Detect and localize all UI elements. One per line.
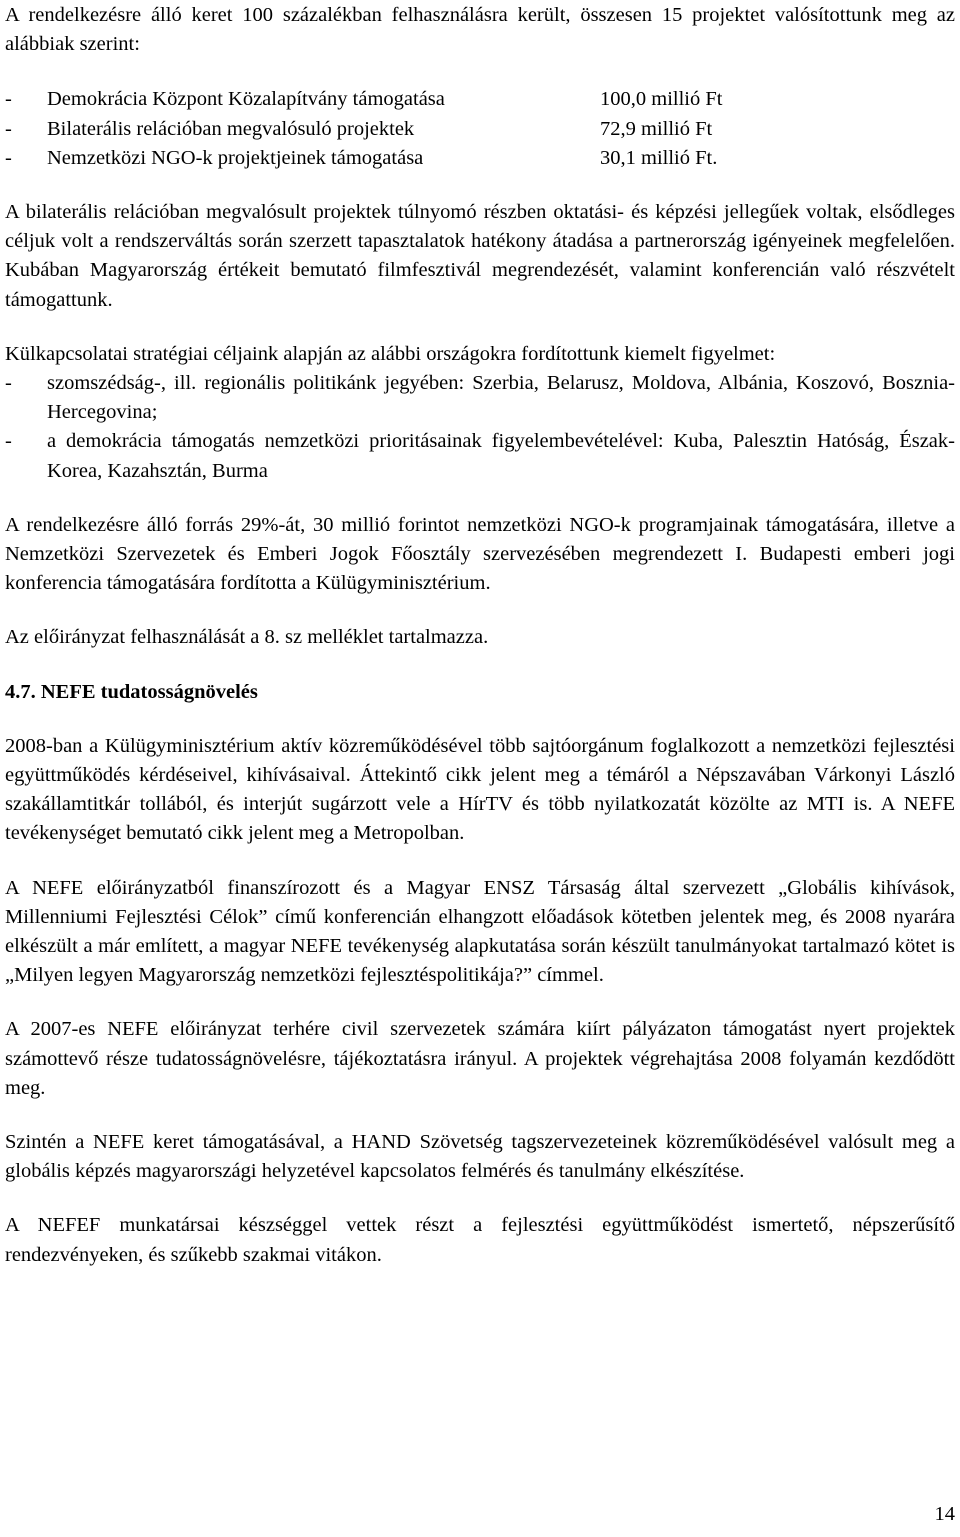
- priorities-list: [5, 369, 955, 486]
- funding-item: [5, 144, 955, 173]
- list-dash: -: [5, 88, 12, 111]
- list-dash: -: [5, 146, 12, 169]
- document-page: [5, 1, 955, 1270]
- funding-item-name: Demokrácia Központ Közalapítvány támogatása: [47, 88, 445, 111]
- list-dash: -: [5, 430, 12, 453]
- conference-paragraph: A NEFE előirányzatból finanszírozott és a Magyar ENSZ Társaság által szervezett „Globális kihívások, Millenniumi Fejlesztési Célok” című konferencián elhangzott előadások kötetben jelentek meg, és 2008 nyarára elkészült a már említett, a magyar NEFE tevékenység alapkutatása során készült tanulmányokat tartalmazó kötet is „Milyen legyen Magyarország nemzetközi fejlesztéspolitikája?” címmel.: [5, 876, 955, 987]
- bilateral-paragraph: A bilaterális relációban megvalósult projektek túlnyomó részben oktatási- és képzési jellegűek voltak, elsődleges céljuk volt a rendszerváltás során szerzett tapasztalatok hatékony átadása a partnerország igényeinek megfelelően. Kubában Magyarország értékeit bemutató filmfesztivál megrendezését, valamint konferencián való részvételt támogattunk.: [5, 200, 955, 311]
- list-dash: -: [5, 117, 12, 140]
- annex-paragraph: Az előirányzat felhasználását a 8. sz melléklet tartalmazza.: [5, 626, 489, 649]
- section-heading: 4.7. NEFE tudatosságnövelés: [5, 680, 258, 703]
- hand-paragraph: Szintén a NEFE keret támogatásával, a HAND Szövetség tagszervezeteinek közreműködésével valósult meg a globális képzés magyarországi helyzetével kapcsolatos felmérés és tanulmány elkészítése.: [5, 1131, 955, 1183]
- intro-paragraph: A rendelkezésre álló keret 100 százalékban felhasználásra került, összesen 15 projektet valósítottunk meg az alábbiak szerint:: [5, 4, 955, 56]
- funding-item-amount: 72,9 millió Ft: [600, 117, 713, 140]
- grant-paragraph: A 2007-es NEFE előirányzat terhére civil szervezetek számára kiírt pályázaton támogatást nyert projektek számottevő része tudatosságnövelésre, tájékoztatásra irányul. A projektek végrehajtása 2008 folyamán kezdődött meg.: [5, 1018, 955, 1099]
- media-paragraph: 2008-ban a Külügyminisztérium aktív közreműködésével több sajtóorgánum foglalkozott a nemzetközi fejlesztési együttműködés kérdéseivel, kihívásaival. Áttekintő cikk jelent meg a témáról a Népszavában Várkonyi László szakállamtitkár tollából, és interjút sugárzott vele a HírTV és több nyilatkozatát közölte az MTI is. A NEFE tevékenységet bemutató cikk jelent meg a Metropolban.: [5, 734, 955, 845]
- ngo-paragraph: A rendelkezésre álló forrás 29%-át, 30 millió forintot nemzetközi NGO-k programjainak támogatására, illetve a Nemzetközi Szervezetek és Emberi Jogok Főosztály szervezésében megrendezett I. Budapesti emberi jogi konferencia támogatására fordította a Külügyminisztérium.: [5, 513, 955, 595]
- priority-item-text: a demokrácia támogatás nemzetközi prioritásainak figyelembevételével: Kuba, Palesztin Hatóság, Észak-Korea, Kazahsztán, Burma: [47, 430, 955, 482]
- funding-item: [5, 115, 955, 144]
- page-number: 14: [934, 1503, 955, 1525]
- funding-list: [5, 85, 955, 173]
- funding-item-amount: 100,0 millió Ft: [600, 88, 723, 111]
- funding-item-name: Nemzetközi NGO-k projektjeinek támogatása: [47, 146, 424, 169]
- funding-item-name: Bilaterális relációban megvalósuló projektek: [47, 117, 415, 140]
- priority-item: [5, 369, 955, 427]
- funding-item: [5, 85, 955, 114]
- list-dash: -: [5, 371, 12, 394]
- priority-item-text: szomszédság-, ill. regionális politikánk jegyében: Szerbia, Belarusz, Moldova, Albánia, Koszovó, Bosznia-Hercegovina;: [47, 371, 955, 424]
- priorities-intro: Külkapcsolatai stratégiai céljaink alapján az alábbi országokra fordítottunk kiemelt figyelmet:: [5, 342, 776, 365]
- priority-item: [5, 427, 955, 485]
- staff-paragraph: A NEFEF munkatársai készséggel vettek részt a fejlesztési együttműködést ismertető, népszerűsítő rendezvényeken, és szűkebb szakmai vitákon.: [5, 1214, 955, 1266]
- funding-item-amount: 30,1 millió Ft.: [600, 146, 718, 169]
